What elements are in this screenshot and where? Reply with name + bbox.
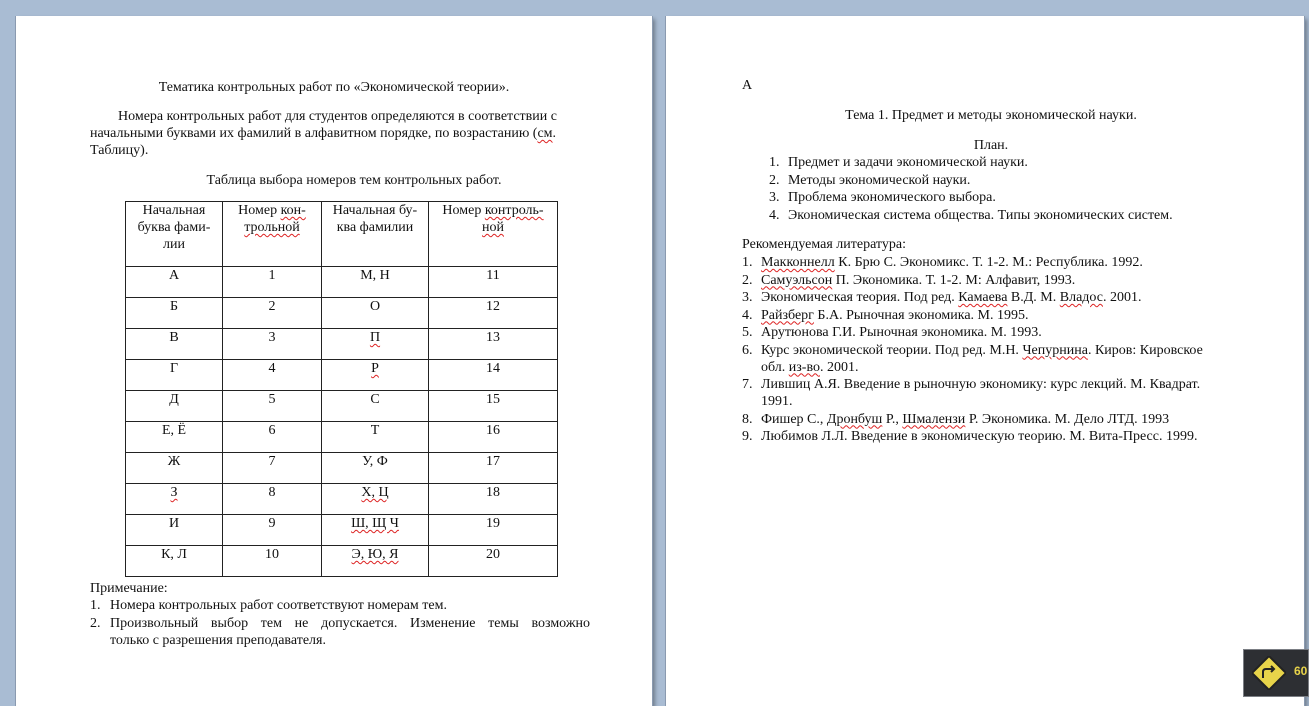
table-header-row [126, 202, 558, 267]
intro-line-2-text: начальными буквами их фамилий в алфавитном порядке, по возрастанию ( [90, 126, 538, 141]
table-cell-value: Д [169, 392, 179, 407]
table-cell-value: 2 [268, 299, 276, 314]
table-cell-value: 15 [486, 392, 500, 407]
table-cell [223, 422, 322, 453]
table-cell-value: Ш, Щ Ч [351, 516, 399, 531]
intro-line-1: Номера контрольных работ для студентов определяются в соответствии с [118, 109, 557, 124]
table-cell [223, 546, 322, 577]
table-cell [322, 422, 429, 453]
section-letter: А [742, 78, 753, 93]
plan-item-number: 2. [769, 172, 780, 188]
table-cell [429, 484, 558, 515]
table-cell [429, 267, 558, 298]
table-cell [322, 329, 429, 360]
table-cell [429, 453, 558, 484]
table-cell [322, 453, 429, 484]
note-1-number: 1. [90, 598, 101, 613]
literature-item-number: 7. [742, 377, 753, 392]
plan-item-text: Экономическая система общества. Типы экономических систем. [788, 207, 1173, 223]
table-cell [322, 267, 429, 298]
header-2-line-1: Номер кон- [238, 203, 306, 218]
table-cell-value: Б [169, 299, 179, 314]
table-cell [322, 515, 429, 546]
table-cell-value: 8 [268, 485, 276, 500]
literature-item-line: Любимов Л.Л. Введение в экономическую теорию. М. Вита-Пресс. 1999. [761, 429, 1198, 444]
literature-item-line: Лившиц А.Я. Введение в рыночную экономику: курс лекций. М. Квадрат. [761, 377, 1201, 392]
table-cell-value: 5 [268, 392, 276, 407]
table-row [126, 515, 558, 546]
table-row [126, 484, 558, 515]
table-cell [126, 267, 223, 298]
literature-item-line: Райзберг Б.А. Рыночная экономика. М. 1995. [761, 307, 1029, 323]
table-cell-value: 16 [486, 423, 500, 438]
table-cell-value: Э, Ю, Я [351, 547, 399, 562]
table-cell [223, 391, 322, 422]
literature-item-number: 5. [742, 325, 753, 340]
table-row [126, 546, 558, 577]
table-cell-value: Е, Ё [161, 423, 187, 438]
document-page-left [16, 16, 652, 706]
document-page-right [666, 16, 1304, 706]
document-title: Тематика контрольных работ по «Экономической теории». [158, 80, 510, 95]
plan-title: План. [973, 138, 1009, 153]
note-2-line-1: Произвольный выбор тем не допускается. Изменение темы возможно [110, 616, 590, 631]
table-cell [126, 484, 223, 515]
intro-line-3: Таблицу). [90, 143, 149, 158]
header-cell-3 [322, 202, 429, 267]
road-sign-icon [1252, 656, 1286, 690]
table-cell-value: Т [370, 423, 380, 438]
header-cell-1 [126, 202, 223, 267]
table-cell-value: О [369, 299, 381, 314]
table-cell [223, 515, 322, 546]
table-cell [223, 484, 322, 515]
table-cell [126, 453, 223, 484]
table-cell [223, 267, 322, 298]
literature-title: Рекомендуемая литература: [742, 237, 906, 252]
header-cell-4 [429, 202, 558, 267]
literature-item-number: 4. [742, 307, 753, 323]
plan-item-text: Предмет и задачи экономической науки. [788, 155, 1028, 170]
table-cell [322, 360, 429, 391]
table-cell [126, 546, 223, 577]
literature-item-line: обл. из-во. 2001. [761, 359, 859, 375]
table-cell-value: В [169, 330, 179, 345]
table-cell [322, 298, 429, 329]
header-cell-2 [223, 202, 322, 267]
table-cell-value: Р [371, 361, 379, 376]
table-row [126, 360, 558, 391]
literature-item-number: 1. [742, 255, 753, 270]
table-row [126, 298, 558, 329]
literature-item-number: 2. [742, 272, 753, 288]
table-cell [126, 391, 223, 422]
table-cell [223, 329, 322, 360]
table-cell [429, 391, 558, 422]
table-cell-value: К, Л [161, 547, 187, 562]
literature-item-number: 6. [742, 342, 753, 358]
header-3-line-2: ква фамилии [336, 220, 414, 235]
table-cell-value: 18 [486, 485, 500, 500]
table-cell-value: 1 [268, 268, 276, 283]
literature-item-line: Арутюнова Г.И. Рыночная экономика. М. 1993. [761, 325, 1042, 340]
header-1-line-3: лии [163, 237, 185, 252]
table-cell [429, 515, 558, 546]
header-4-line-1: Номер контроль- [442, 203, 544, 218]
table-body [126, 267, 558, 577]
literature-item-line: Курс экономической теории. Под ред. М.Н. Чепурнина. Киров: Кировское [761, 342, 1203, 358]
header-1-line-1: Начальная [142, 203, 206, 218]
badge-value: 60 [1294, 664, 1308, 678]
literature-item-number: 9. [742, 429, 753, 444]
table-cell [126, 360, 223, 391]
plan-item-text: Проблема экономического выбора. [788, 190, 996, 205]
table-cell-value: З [170, 485, 178, 500]
table-cell-value: Г [169, 361, 179, 376]
table-cell-value: А [168, 268, 180, 283]
literature-item-number: 8. [742, 411, 753, 427]
note-1-text: Номера контрольных работ соответствуют номерам тем. [110, 598, 447, 613]
header-4-line-2: ной [482, 220, 504, 235]
table-cell-value: Х, Ц [361, 485, 389, 500]
table-cell-value: 3 [268, 330, 276, 345]
status-badge[interactable] [1243, 649, 1309, 697]
table-cell [429, 360, 558, 391]
table-cell-value: У, Ф [362, 454, 388, 469]
table-cell [126, 298, 223, 329]
literature-item-line: 1991. [761, 394, 793, 409]
table-cell [223, 298, 322, 329]
table-cell [429, 546, 558, 577]
plan-item-text: Методы экономической науки. [788, 172, 971, 188]
table-cell-value: 7 [268, 454, 276, 469]
intro-line-2-end: . [552, 126, 557, 141]
plan-item-number: 3. [769, 190, 780, 205]
table-cell [126, 422, 223, 453]
note-2-line-2: только с разрешения преподавателя. [110, 633, 326, 648]
table-cell-value: 14 [486, 361, 500, 376]
header-1-line-2: буква фами- [137, 220, 211, 235]
table-cell [126, 515, 223, 546]
table-cell [429, 422, 558, 453]
table-caption: Таблица выбора номеров тем контрольных работ. [206, 173, 502, 188]
literature-item-number: 3. [742, 290, 753, 305]
topic-title: Тема 1. Предмет и методы экономической науки. [845, 108, 1137, 123]
table-row [126, 391, 558, 422]
table-cell-value: 11 [486, 268, 500, 283]
literature-item-line: Макконнелл К. Брю С. Экономикс. Т. 1-2. М.: Республика. 1992. [761, 255, 1143, 270]
table-cell-value: 12 [486, 299, 500, 314]
table-row [126, 329, 558, 360]
note-2-number: 2. [90, 616, 101, 631]
literature-item-line: Экономическая теория. Под ред. Камаева В.Д. М. Владос. 2001. [761, 290, 1142, 305]
table-cell-value: 20 [486, 547, 500, 562]
table-cell [429, 298, 558, 329]
table-cell-value: Ж [167, 454, 181, 469]
plan-item-number: 1. [769, 155, 780, 170]
header-2-line-2: трольной [244, 220, 300, 235]
table-cell [322, 484, 429, 515]
table-cell [223, 360, 322, 391]
table-cell [322, 391, 429, 422]
table-row [126, 453, 558, 484]
literature-item-line: Фишер С., Дронбуш Р., Шмалензи Р. Экономика. М. Дело ЛТД. 1993 [761, 411, 1170, 427]
table-cell-value: И [168, 516, 180, 531]
header-3-line-1: Начальная бу- [332, 203, 418, 218]
table-cell-value: 19 [486, 516, 500, 531]
table-cell-value: 4 [268, 361, 276, 376]
table-cell [429, 329, 558, 360]
intro-line-2-abbrev: см [537, 126, 553, 141]
table-cell [322, 546, 429, 577]
table-cell-value: П [369, 330, 381, 345]
table-cell [223, 453, 322, 484]
table-row [126, 267, 558, 298]
table-cell-value: С [370, 392, 380, 407]
table-cell-value: 17 [486, 454, 500, 469]
table-cell-value: 9 [268, 516, 276, 531]
table-cell-value: 6 [268, 423, 276, 438]
intro-line-2 [90, 125, 556, 142]
table-cell-value: М, Н [360, 268, 390, 283]
table-row [126, 422, 558, 453]
table-cell-value: 10 [265, 547, 279, 562]
topic-selection-table [125, 201, 558, 577]
note-title: Примечание: [90, 581, 168, 596]
plan-item-number: 4. [769, 207, 780, 223]
table-cell-value: 13 [486, 330, 500, 345]
table-cell [126, 329, 223, 360]
literature-item-line: Самуэльсон П. Экономика. Т. 1-2. М: Алфавит, 1993. [761, 272, 1076, 288]
